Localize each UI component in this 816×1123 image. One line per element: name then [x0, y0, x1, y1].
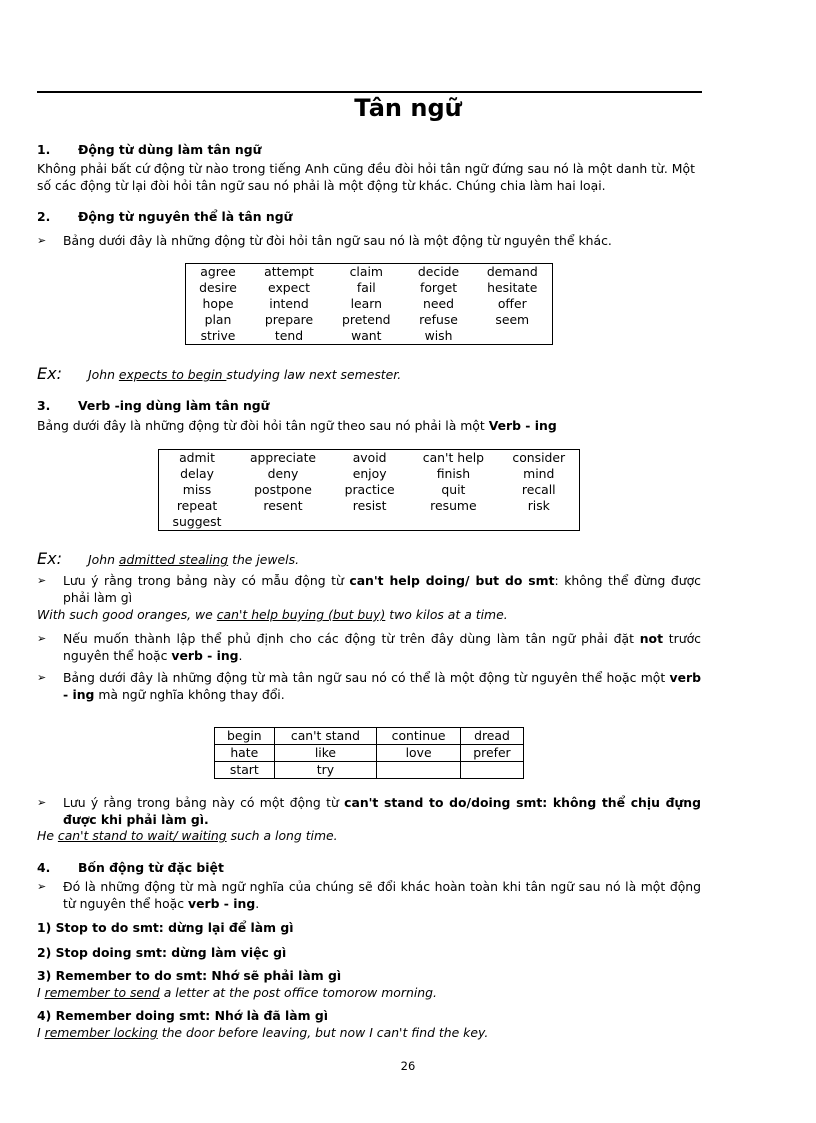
table-cell: want	[351, 328, 382, 343]
arrow-bullet-icon: ➢	[37, 671, 47, 684]
table-cell: prepare	[264, 312, 314, 327]
table-row	[159, 482, 580, 498]
table-cell: pretend	[342, 312, 391, 327]
cant-help-example: With such good oranges, we can't help buying (but buy) two kilos at a time.	[37, 607, 508, 622]
table-row	[186, 280, 553, 296]
table-row	[159, 450, 580, 467]
table-cell: prefer	[460, 745, 523, 762]
table-row	[159, 498, 580, 514]
top-rule	[37, 91, 702, 93]
table-cell	[473, 328, 553, 345]
table-cell: continue	[377, 728, 461, 745]
special-verb-2: 2) Stop doing smt: dừng làm việc gì	[37, 945, 287, 960]
cant-help-note: ➢ Lưu ý rằng trong bảng này có mẫu động từ can't help doing/ but do smt: không thể đừng được phải làm gì	[37, 573, 701, 605]
infinitive-or-ing-table	[214, 727, 524, 779]
table-cell: need	[423, 296, 455, 311]
cant-stand-example: He can't stand to wait/ waiting such a long time.	[37, 828, 338, 843]
table-cell: intend	[269, 296, 309, 311]
special-verb-3: 3) Remember to do smt: Nhớ sẽ phải làm gì	[37, 968, 342, 983]
table-cell: finish	[436, 466, 471, 481]
table-row	[186, 264, 553, 281]
table-cell: try	[274, 762, 377, 779]
arrow-bullet-icon: ➢	[37, 234, 47, 247]
table-cell: consider	[512, 450, 566, 465]
table-row	[186, 296, 553, 312]
table-cell	[408, 514, 498, 531]
section-2-example: Ex: John expects to begin studying law next semester.	[37, 364, 402, 383]
page-number: 26	[400, 1059, 416, 1073]
special-verb-4-example: I remember locking the door before leaving, but now I can't find the key.	[37, 1025, 489, 1040]
special-verb-4: 4) Remember doing smt: Nhớ là đã làm gì	[37, 1008, 329, 1023]
table-row	[215, 762, 524, 779]
special-verb-1: 1) Stop to do smt: dừng lại để làm gì	[37, 920, 294, 935]
section-1-heading: 1. Động từ dùng làm tân ngữ	[37, 142, 262, 157]
table-cell	[331, 514, 408, 531]
table-row	[159, 514, 580, 531]
table-cell: like	[274, 745, 377, 762]
table-cell: offer	[497, 296, 527, 311]
table-row	[186, 328, 553, 345]
table-cell: begin	[215, 728, 275, 745]
table-cell: forget	[419, 280, 458, 295]
table-cell: resent	[263, 498, 303, 513]
table-cell	[377, 762, 461, 779]
table-cell: refuse	[419, 312, 458, 327]
table-cell: plan	[204, 312, 232, 327]
section-3-heading: 3. Verb -ing dùng làm tân ngữ	[37, 398, 270, 413]
table-cell: practice	[344, 482, 395, 497]
table-cell: enjoy	[352, 466, 387, 481]
section-1-paragraph: Không phải bất cứ động từ nào trong tiếng Anh cũng đều đòi hỏi tân ngữ đứng sau nó là một danh từ. Một số các động từ lại đòi hỏi tân ngữ sau nó phải là một động từ khác. Chúng chia làm hai loại.	[37, 161, 695, 193]
section-3-example: Ex: John admitted stealing the jewels.	[37, 549, 300, 568]
table-cell: hate	[215, 745, 275, 762]
table-cell: miss	[182, 482, 212, 497]
table-cell: deny	[267, 466, 299, 481]
negative-form-note: ➢ Nếu muốn thành lập thể phủ định cho các động từ trên đây dùng làm tân ngữ phải đặt not trước nguyên thể hoặc verb - ing.	[37, 631, 701, 663]
arrow-bullet-icon: ➢	[37, 880, 47, 893]
table-row	[159, 466, 580, 482]
arrow-bullet-icon: ➢	[37, 574, 47, 587]
table-cell: love	[377, 745, 461, 762]
special-verb-3-example: I remember to send a letter at the post office tomorow morning.	[37, 985, 437, 1000]
table-row	[186, 312, 553, 328]
table-cell: appreciate	[249, 450, 317, 465]
table-cell: tend	[274, 328, 304, 343]
table-cell: suggest	[172, 514, 222, 529]
table-cell: delay	[180, 466, 214, 481]
table-cell: quit	[441, 482, 466, 497]
page-title: Tân ngữ	[354, 94, 462, 122]
table-cell: desire	[199, 280, 237, 295]
table-cell: attempt	[264, 264, 314, 279]
table-cell: postpone	[254, 482, 312, 497]
table-cell: agree	[200, 264, 236, 279]
table-row	[215, 728, 524, 745]
table-cell	[235, 514, 331, 531]
table-cell: can't help	[422, 450, 485, 465]
table-cell: resume	[430, 498, 477, 513]
table-cell: risk	[527, 498, 550, 513]
table-cell: seem	[495, 312, 530, 327]
table-cell: recall	[521, 482, 556, 497]
table-cell: demand	[486, 264, 538, 279]
table-cell: claim	[349, 264, 383, 279]
table-cell: expect	[268, 280, 310, 295]
table-cell: decide	[417, 264, 460, 279]
table-cell: can't stand	[274, 728, 377, 745]
table-cell	[499, 514, 580, 531]
table-cell: admit	[179, 450, 215, 465]
table-cell: hope	[202, 296, 234, 311]
either-form-note: ➢ Bảng dưới đây là những động từ mà tân ngữ sau nó có thể là một động từ nguyên thể hoặc một verb - ing mà ngữ nghĩa không thay đổi.	[37, 670, 701, 702]
arrow-bullet-icon: ➢	[37, 796, 47, 809]
table-cell: hesitate	[487, 280, 538, 295]
section-2-heading: 2. Động từ nguyên thể là tân ngữ	[37, 209, 293, 224]
infinitive-verbs-table	[185, 263, 553, 345]
table-cell: mind	[523, 466, 555, 481]
table-cell: avoid	[352, 450, 387, 465]
table-cell: dread	[460, 728, 523, 745]
section-4-bullet: ➢ Đó là những động từ mà ngữ nghĩa của chúng sẽ đổi khác hoàn toàn khi tân ngữ sau nó là một động từ nguyên thể hoặc verb - ing.	[37, 879, 701, 911]
table-cell: repeat	[176, 498, 218, 513]
table-cell: resist	[352, 498, 387, 513]
table-cell: start	[215, 762, 275, 779]
section-2-bullet: ➢ Bảng dưới đây là những động từ đòi hỏi tân ngữ sau nó là một động từ nguyên thể khác.	[37, 233, 612, 248]
verb-ing-table	[158, 449, 580, 531]
table-cell: learn	[350, 296, 382, 311]
table-cell: strive	[200, 328, 236, 343]
cant-stand-note: ➢ Lưu ý rằng trong bảng này có một động từ can't stand to do/doing smt: không thể chịu đựng được khi phải làm gì.	[37, 795, 701, 827]
section-4-heading: 4. Bốn động từ đặc biệt	[37, 860, 224, 875]
table-cell: wish	[424, 328, 453, 343]
table-cell: fail	[356, 280, 376, 295]
table-cell	[460, 762, 523, 779]
section-3-intro: Bảng dưới đây là những động từ đòi hỏi tân ngữ theo sau nó phải là một Verb - ing	[37, 418, 557, 433]
arrow-bullet-icon: ➢	[37, 632, 47, 645]
table-row	[215, 745, 524, 762]
